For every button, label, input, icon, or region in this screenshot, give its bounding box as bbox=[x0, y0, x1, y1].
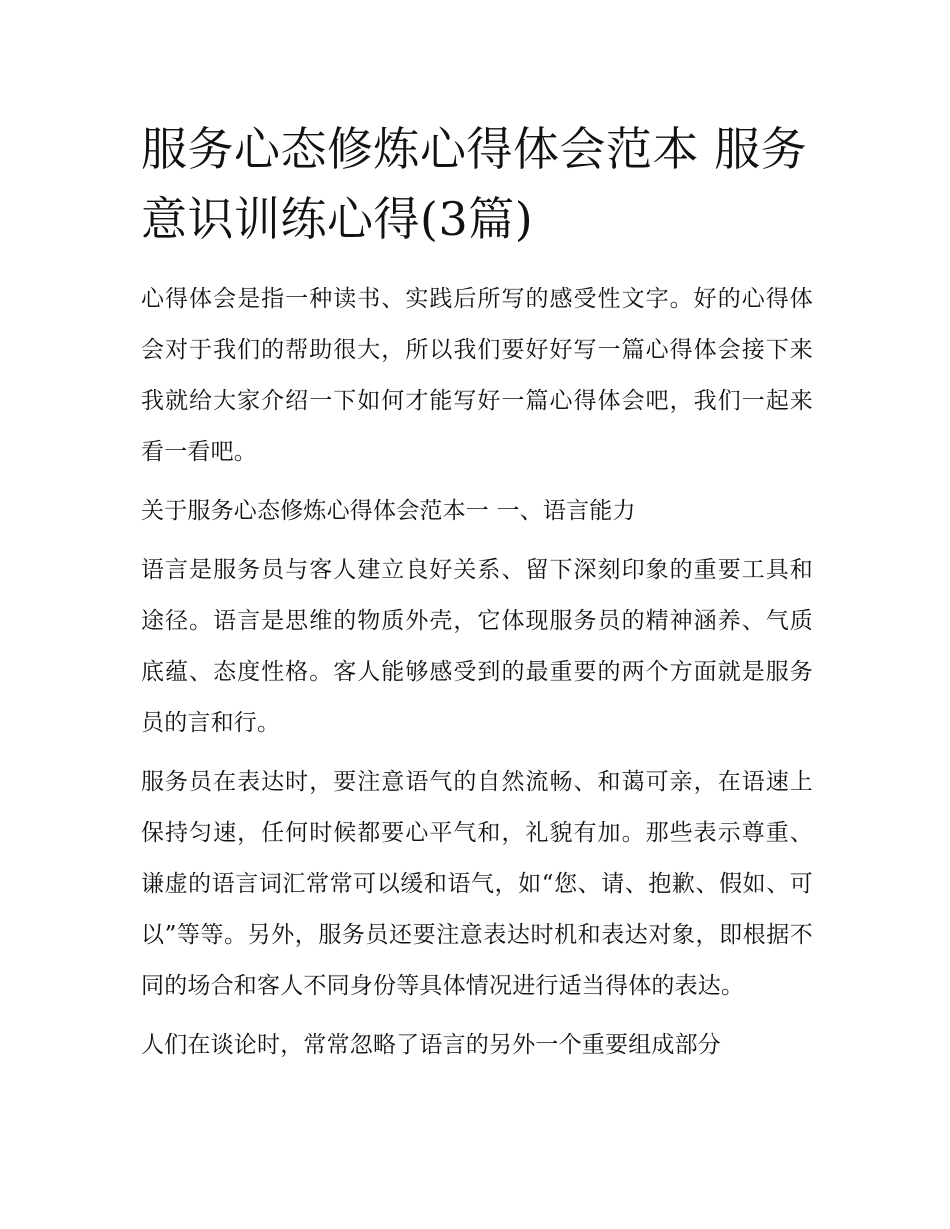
paragraph-language-importance: 语言是服务员与客人建立良好关系、留下深刻印象的重要工具和途径。语言是思维的物质外壳，它体现服务员的精神涵养、气质底蕴、态度性格。客人能够感受到的最重要的两个方面就是服务员的言和行。 bbox=[141, 557, 813, 736]
paragraph-section-heading: 关于服务心态修炼心得体会范本一 一、语言能力 bbox=[141, 498, 636, 524]
paragraph-expression-tips: 服务员在表达时，要注意语气的自然流畅、和蔼可亲，在语速上保持匀速，任何时候都要心平气和，礼貌有加。那些表示尊重、谦虚的语言词汇常常可以缓和语气，如“您、请、抱歉、假如、可以”等等。另外，服务员还要注意表达时机和表达对象，即根据不同的场合和客人不同身份等具体情况进行适当得体的表达。 bbox=[141, 769, 813, 999]
paragraph-intro: 心得体会是指一种读书、实践后所写的感受性文字。好的心得体会对于我们的帮助很大，所以我们要好好写一篇心得体会接下来我就给大家介绍一下如何才能写好一篇心得体会吧，我们一起来看一看吧。 bbox=[141, 286, 813, 465]
paragraph-continuation: 人们在谈论时，常常忽略了语言的另外一个重要组成部分 bbox=[141, 1032, 721, 1058]
document-body bbox=[141, 114, 813, 1079]
document-title: 服务心态修炼心得体会范本 服务意识训练心得(3篇) bbox=[141, 122, 808, 246]
